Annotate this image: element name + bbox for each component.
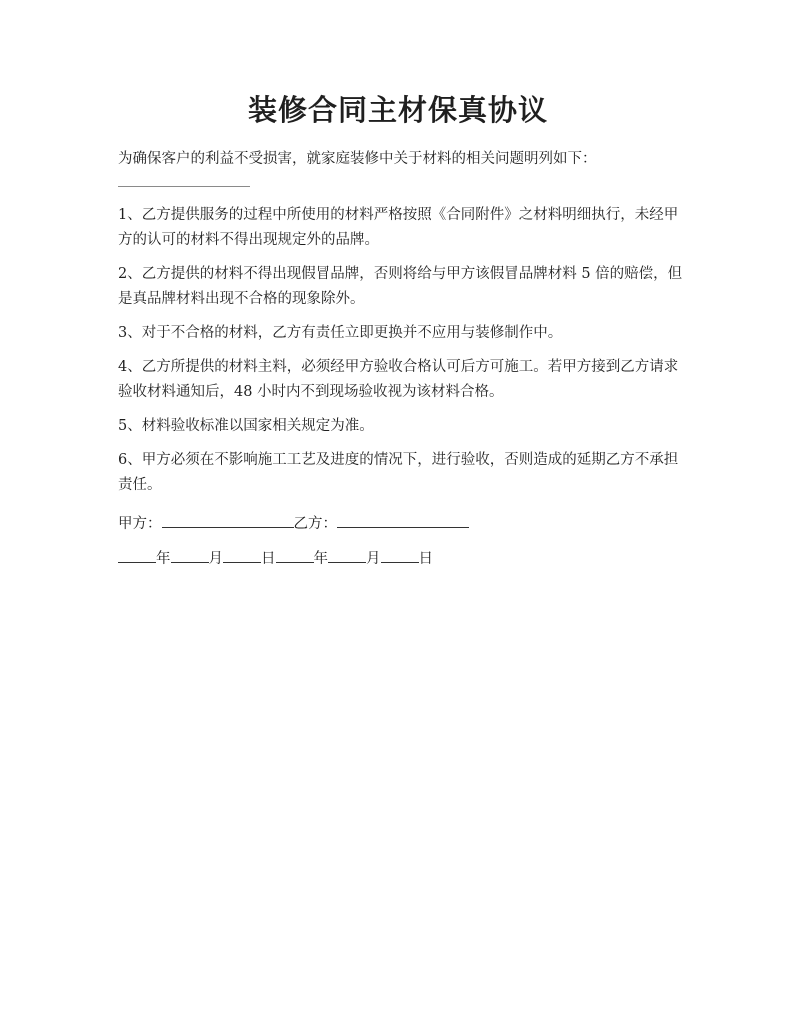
- party-a-day-label: 日: [261, 551, 276, 567]
- party-a-label: 甲方：: [118, 516, 162, 532]
- party-a-signature-blank: [162, 513, 294, 528]
- intro-paragraph: 为确保客户的利益不受损害，就家庭装修中关于材料的相关问题明列如下：: [118, 151, 597, 167]
- clause-2: 2、乙方提供的材料不得出现假冒品牌，否则将给与甲方该假冒品牌材料 5 倍的赔偿，但是真品牌材料出现不合格的现象除外。: [118, 266, 683, 307]
- party-b-day-label: 日: [418, 551, 433, 567]
- clause-list: [118, 203, 683, 498]
- clause-1: 1、乙方提供服务的过程中所使用的材料严格按照《合同附件》之材料明细执行，未经甲方的认可的材料不得出现规定外的品牌。: [118, 207, 679, 248]
- party-b-month-label: 月: [366, 551, 381, 567]
- party-a-day-blank: [223, 548, 261, 563]
- signature-block: [118, 512, 683, 572]
- party-b-year-blank: [276, 548, 314, 563]
- party-a-month-label: 月: [208, 551, 223, 567]
- clause-6: 6、甲方必须在不影响施工工艺及进度的情况下，进行验收，否则造成的延期乙方不承担责任。: [118, 452, 679, 493]
- party-signature-row: [118, 512, 683, 537]
- date-row: [118, 547, 683, 572]
- clause-4: 4、乙方所提供的材料主料，必须经甲方验收合格认可后方可施工。若甲方接到乙方请求验收材料通知后，48 小时内不到现场验收视为该材料合格。: [118, 359, 679, 400]
- document-body: [118, 147, 683, 582]
- party-b-year-label: 年: [313, 551, 328, 567]
- party-a-year-blank: [118, 548, 156, 563]
- party-b-month-blank: [328, 548, 366, 563]
- separator-line: [118, 186, 250, 187]
- party-b-signature-blank: [337, 513, 469, 528]
- party-b-label: 乙方：: [293, 516, 337, 532]
- clause-3: 3、对于不合格的材料，乙方有责任立即更换并不应用与装修制作中。: [118, 325, 563, 341]
- document-title: 装修合同主材保真协议: [247, 93, 548, 127]
- party-b-day-blank: [381, 548, 419, 563]
- clause-5: 5、材料验收标准以国家相关规定为准。: [118, 418, 374, 434]
- party-a-year-label: 年: [156, 551, 171, 567]
- party-a-month-blank: [171, 548, 209, 563]
